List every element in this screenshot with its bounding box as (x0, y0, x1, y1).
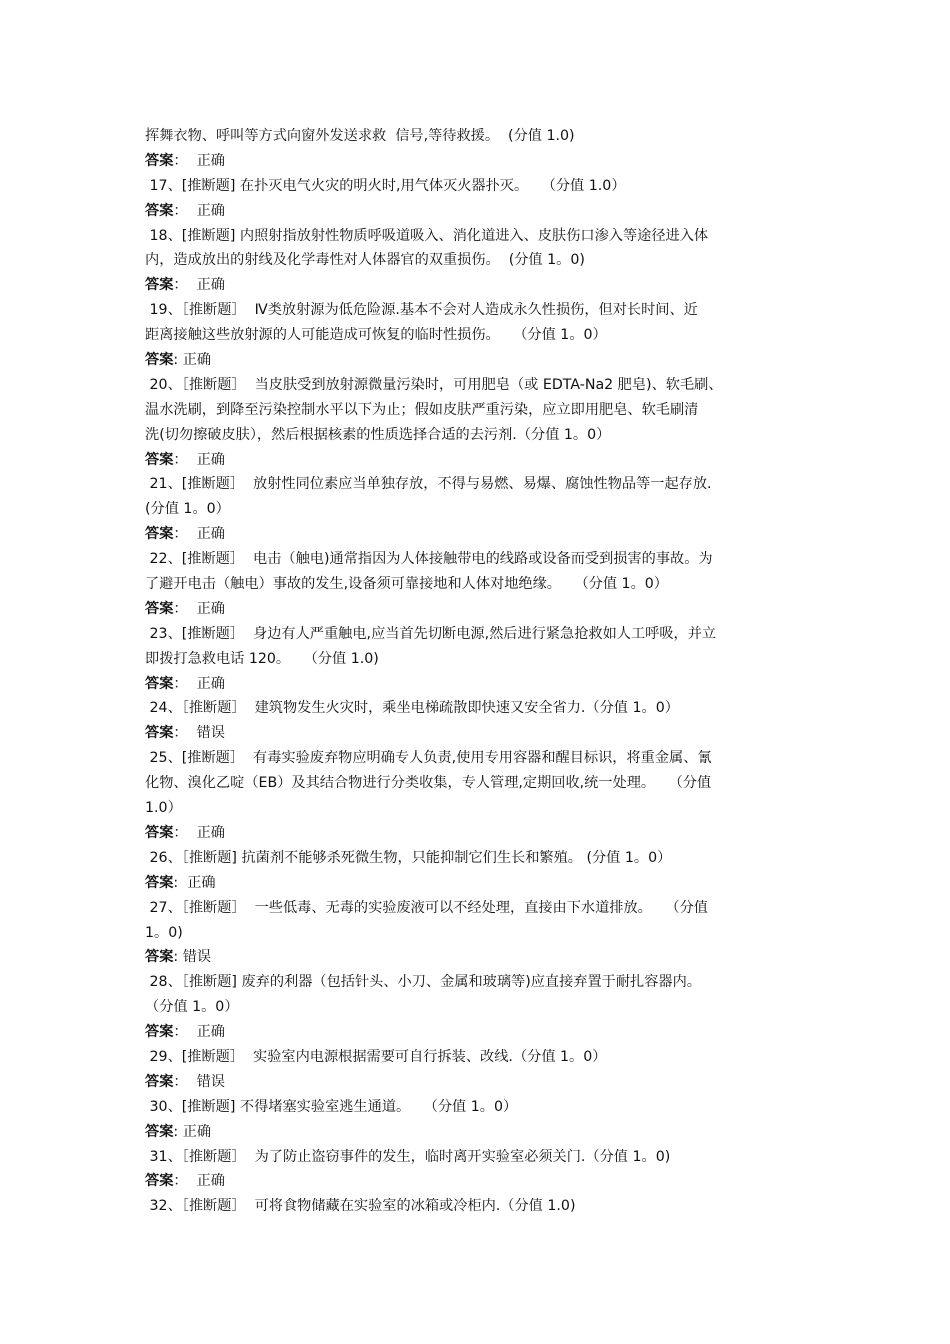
answer-label: 答案 (145, 949, 174, 966)
question-text-line: 22、[推断题］ 电击（触电)通常指因为人体接触带电的线路或设备而受到损害的事故。为 (145, 551, 713, 568)
answer-label: 答案 (145, 152, 174, 169)
document-page (145, 124, 815, 1219)
answer-separator: ： (173, 1073, 197, 1090)
answer-value: 正确 (196, 277, 225, 294)
answer-line (145, 821, 815, 846)
answer-line (145, 149, 815, 174)
answer-label: 答案 (145, 451, 174, 468)
answer-value: 正确 (196, 1024, 225, 1041)
answer-label: 答案 (145, 1024, 174, 1041)
question-text-line: 内，造成放出的射线及化学毒性对人体器官的双重损伤。 (分值 1。0) (145, 252, 585, 269)
answer-value: 正确 (196, 675, 225, 692)
answer-label: 答案 (145, 675, 174, 692)
question-text-line: 1。0) (145, 924, 183, 941)
answer-line (145, 273, 815, 298)
answer-line (145, 1169, 815, 1194)
question-text-line: 1.0） (145, 800, 182, 817)
answer-separator: : (173, 949, 183, 966)
answer-line (145, 348, 815, 373)
answer-separator: ： (173, 675, 197, 692)
answer-separator: ： (173, 725, 197, 742)
question-text-line: 19、［推断题］ Ⅳ类放射源为低危险源.基本不会对人造成永久性损伤，但对长时间、近 (145, 302, 698, 319)
question-text-line: (分值 1。0） (145, 501, 230, 518)
answer-separator: ： (173, 152, 197, 169)
answer-value: 正确 (187, 874, 216, 891)
question-text-line: 20、［推断题］ 当皮肤受到放射源微量污染时，可用肥皂（或 EDTA-Na2 肥皂)、软毛刷、 (145, 376, 723, 393)
answer-label: 答案 (145, 526, 174, 543)
question-text-line: 17、[推断题] 在扑灭电气火灾的明火时,用气体灭火器扑灭。 （分值 1.0） (145, 177, 626, 194)
answer-value: 正确 (196, 152, 225, 169)
question-text-line: 23、[推断题］ 身边有人严重触电,应当首先切断电源,然后进行紧急抢救如人工呼吸，并立 (145, 625, 717, 642)
answer-label: 答案 (145, 352, 174, 369)
answer-value: 错误 (196, 725, 225, 742)
question-text-line: 32、［推断题］ 可将食物储藏在实验室的冰箱或冷柜内.（分值 1.0) (145, 1198, 576, 1215)
answer-label: 答案 (145, 1173, 174, 1190)
answer-value: 错误 (196, 1073, 225, 1090)
answer-value: 正确 (196, 1173, 225, 1190)
answer-line (145, 871, 815, 896)
answer-line (145, 1020, 815, 1045)
answer-value: 正确 (196, 451, 225, 468)
answer-line (145, 448, 815, 473)
answer-line (145, 945, 815, 970)
question-text-line: 27、［推断题］ 一些低毒、无毒的实验废液可以不经处理，直接由下水道排放。 （分值 (145, 899, 708, 916)
answer-value: 正确 (196, 600, 225, 617)
answer-separator: : (173, 352, 183, 369)
question-text-line: 距离接触这些放射源的人可能造成可恢复的临时性损伤。 （分值 1。0） (145, 327, 607, 344)
answer-line (145, 672, 815, 697)
answer-line (145, 1070, 815, 1095)
answer-separator: ： (173, 600, 197, 617)
question-text-line: 温水洗刷，到降至污染控制水平以下为止；假如皮肤严重污染，应立即用肥皂、软毛刷清 (145, 401, 699, 418)
answer-value: 正确 (182, 352, 212, 369)
answer-label: 答案 (145, 874, 174, 891)
question-text-line: 18、[推断题] 内照射指放射性物质呼吸道吸入、消化道进入、皮肤伤口渗入等途径进入体 (145, 227, 709, 244)
question-text-line: 化物、溴化乙啶（EB）及其结合物进行分类收集，专人管理,定期回收,统一处理。 （分值 (145, 775, 712, 792)
answer-line (145, 597, 815, 622)
answer-value: 正确 (182, 1123, 212, 1140)
answer-label: 答案 (145, 277, 174, 294)
question-text-line: 24、［推断题］ 建筑物发生火灾时，乘坐电梯疏散即快速又安全省力.（分值 1。0） (145, 700, 679, 717)
answer-separator: ： (173, 1024, 197, 1041)
answer-value: 错误 (182, 949, 212, 966)
answer-value: 正确 (196, 526, 225, 543)
answer-label: 答案 (145, 1123, 174, 1140)
answer-separator: : (173, 1123, 183, 1140)
question-text-line: 28、［推断题] 废弃的利器（包括针头、小刀、金属和玻璃等)应直接弃置于耐扎容器内。 (145, 974, 701, 991)
question-text-line: 挥舞衣物、呼叫等方式向窗外发送求救 信号,等待救援。 (分值 1.0) (145, 128, 575, 144)
answer-label: 答案 (145, 600, 174, 617)
answer-separator: ： (173, 1173, 197, 1190)
answer-value: 正确 (196, 202, 225, 219)
question-text-line: 21、[推断题］ 放射性同位素应当单独存放，不得与易燃、易爆、腐蚀性物品等一起存放. (145, 476, 712, 493)
answer-label: 答案 (145, 824, 174, 841)
question-text-line: 25、[推断题］ 有毒实验废弃物应明确专人负责,使用专用容器和醒目标识，将重金属、氰 (145, 750, 712, 767)
answer-separator: ： (173, 277, 197, 294)
answer-line (145, 522, 815, 547)
answer-value: 正确 (196, 824, 225, 841)
question-text-line: 即拨打急救电话 120。 （分值 1.0) (145, 650, 379, 667)
answer-line (145, 199, 815, 224)
question-text-line: 洗(切勿擦破皮肤），然后根据核素的性质选择合适的去污剂.（分值 1。0） (145, 426, 611, 443)
question-text-line: 29、[推断题］ 实验室内电源根据需要可自行拆装、改线.（分值 1。0） (145, 1048, 607, 1065)
answer-label: 答案 (145, 202, 174, 219)
question-text-line: 30、[推断题] 不得堵塞实验室逃生通道。 （分值 1。0） (145, 1098, 518, 1115)
answer-label: 答案 (145, 725, 174, 742)
answer-line (145, 1120, 815, 1145)
question-text-line: （分值 1。0） (145, 999, 239, 1016)
question-text-line: 26、［推断题] 抗菌剂不能够杀死微生物，只能抑制它们生长和繁殖。 (分值 1。0） (145, 849, 672, 866)
answer-line (145, 721, 815, 746)
question-text-line: 31、［推断题］ 为了防止盗窃事件的发生，临时离开实验室必须关门.（分值 1。0) (145, 1148, 671, 1165)
question-text-line: 了避开电击（触电）事故的发生,设备须可靠接地和人体对地绝缘。 （分值 1。0） (145, 576, 668, 593)
answer-separator: ： (173, 451, 197, 468)
answer-label: 答案 (145, 1073, 174, 1090)
answer-separator: ： (173, 526, 197, 543)
answer-separator: ： (173, 824, 197, 841)
answer-separator: : (173, 874, 188, 891)
answer-separator: ： (173, 202, 197, 219)
